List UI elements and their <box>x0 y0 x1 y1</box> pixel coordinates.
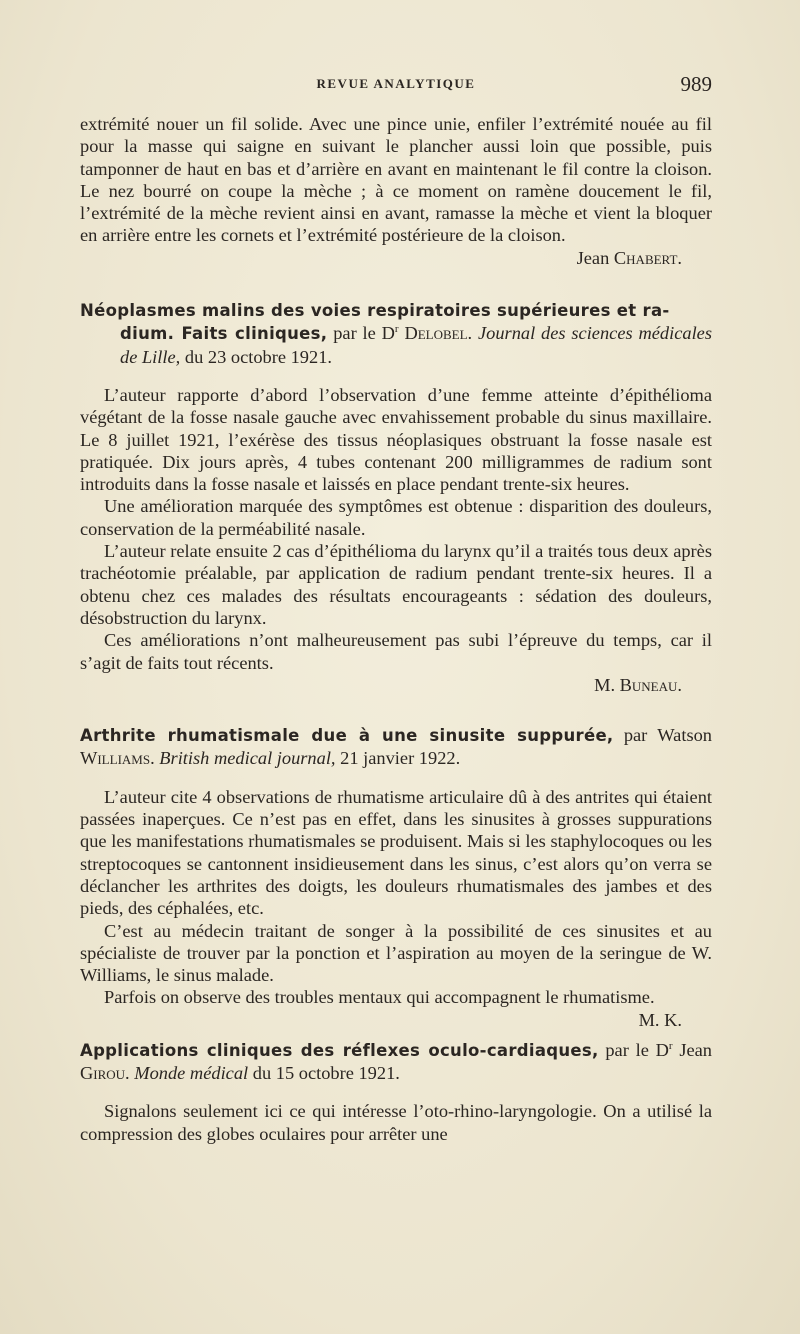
section2-author: Williams. <box>80 748 155 769</box>
section1-paragraph-2: Une amélioration marquée des symptômes est obtenue : disparition des douleurs, conservation de la perméabilité nasale. <box>80 496 712 539</box>
section2-signature: M. K. <box>638 1009 682 1030</box>
section3-title-par: par le D <box>605 1039 669 1060</box>
section3-date: du 15 octobre 1921. <box>252 1062 400 1083</box>
section2-title-par: par Watson <box>623 725 712 746</box>
page-header <box>80 72 712 98</box>
section3-title-bold: Applications cliniques des réflexes oculo-cardiaques, <box>80 1040 599 1060</box>
section3-title-sup: r <box>668 1039 673 1052</box>
intro-signature-first: Jean <box>576 247 610 268</box>
section1-signature-text: M. Buneau. <box>594 674 682 695</box>
section2-date: 21 janvier 1922. <box>340 748 461 769</box>
section2-journal: British medical journal, <box>159 748 336 769</box>
section3-title <box>80 1039 712 1085</box>
page-number: 989 <box>680 72 712 96</box>
section1-title-bold-2: dium. Faits cliniques, <box>120 324 328 344</box>
section1-author: Delobel. <box>404 323 473 344</box>
section1-title-par: par le D <box>333 323 395 344</box>
intro-signature-last: Chabert. <box>613 247 682 268</box>
section1-title-sup: r <box>394 323 399 336</box>
section1-title-bold-1: Néoplasmes malins des voies respiratoires supérieures et ra- <box>80 301 670 321</box>
section2-title <box>80 724 712 770</box>
section1-title <box>80 299 712 368</box>
section1-paragraph-3: L’auteur relate ensuite 2 cas d’épithélioma du larynx qu’il a traités tous deux après trachéotomie préalable, par application de radium pendant trente-six heures. Il a obtenu chez ces malades des résultats encourageants : sédation des douleurs, désobstruction du larynx. <box>80 541 712 628</box>
intro-paragraph: extrémité nouer un fil solide. Avec une pince unie, enfiler l’extrémité nouée au fil pour la masse qui saigne en suivant le plancher aussi loin que possible, puis tamponner de haut en bas et d’arrière en avant en maintenant le fil contre la cloison. Le nez bourré on coupe la mèche ; à ce moment on ramène doucement le fil, l’extrémité de la mèche revient ainsi en avant, ramasse la mèche et vient la bloquer en arrière entre les cornets et l’extrémité postérieure de la cloison. <box>80 114 712 246</box>
intro-signature <box>80 247 712 269</box>
section2-last-paragraph: Parfois on observe des troubles mentaux qui accompagnent le rhumatisme. <box>104 987 655 1008</box>
running-title: REVUE ANALYTIQUE <box>316 76 476 91</box>
section3-author-first: Jean <box>679 1039 712 1060</box>
section3-paragraph-1: Signalons seulement ici ce qui intéresse l’oto-rhino-laryngologie. On a utilisé la compression des globes oculaires pour arrêter une <box>80 1101 712 1144</box>
section2-paragraph-1: L’auteur cite 4 observations de rhumatisme articulaire dû à des antrites qui étaient passées inaperçues. Ce n’est pas en effet, dans les sinusites à grosses suppurations que les manifestations rhumatismales se produisent. Mais si les staphylocoques ou les streptocoques se cantonnent insidieusement dans les sinus, c’est alors qu’on verra se déclancher les arthrites des doigts, les douleurs rhumatismales des jambes et des pieds, des céphalées, etc. <box>80 786 712 919</box>
section1-paragraph-4: Ces améliorations n’ont malheureusement pas subi l’épreuve du temps, car il s’agit de faits tout récents. <box>80 630 712 673</box>
section1-paragraph-1: L’auteur rapporte d’abord l’observation d’une femme atteinte d’épithélioma végétant de la fosse nasale gauche avec envahissement probable du sinus maxillaire. Le 8 juillet 1921, l’exérèse des tissus néoplasiques obstruant la fosse nasale est pratiquée. Dix jours après, 4 tubes contenant 200 milligrammes de radium sont introduits dans la fosse nasale et laissés en place pendant trente-six heures. <box>80 384 712 495</box>
section3-author-last: Girou. <box>80 1062 130 1083</box>
section2-title-bold: Arthrite rhumatismale due à une sinusite suppurée, <box>80 726 614 746</box>
section1-signature <box>80 674 712 696</box>
section2-paragraph-2: C’est au médecin traitant de songer à la possibilité de ces sinusites et au spécialiste de trouver par la ponction et l’aspiration au moyen de la seringue de W. Williams, le sinus malade. <box>80 920 712 986</box>
section1-journal: Journal des sciences médicales de Lille, <box>120 323 713 367</box>
section2-paragraph-3 <box>80 986 712 1030</box>
section1-date: du 23 octobre 1921. <box>184 346 332 367</box>
page-content <box>80 113 712 1145</box>
section3-journal: Monde médical <box>134 1062 249 1083</box>
